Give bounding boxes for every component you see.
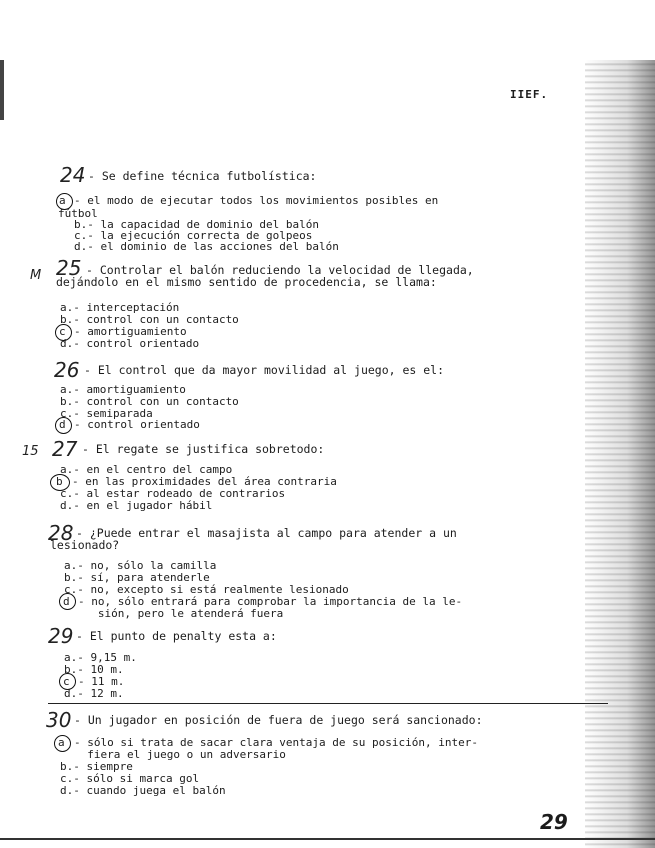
section-divider (48, 703, 608, 704)
option-text: c.- sólo si marca gol (60, 772, 200, 785)
option-text: d.- 12 m. (64, 687, 124, 700)
question-number: 26 (54, 358, 80, 382)
option-letter: a (59, 194, 66, 207)
question-text-continued: dejándolo en el mismo sentido de procedencia, se llama: (56, 275, 437, 289)
header-code: IIEF. (510, 88, 549, 101)
question-text: - El regate se justifica sobretodo: (82, 442, 325, 456)
page-number: 29 (540, 810, 568, 834)
option-text: d.- el dominio de las acciones del balón (74, 240, 339, 253)
question-number: 30 (46, 708, 72, 732)
option-letter: a (58, 736, 65, 749)
question-number: 27 (52, 437, 78, 461)
scan-edge-shadow (585, 60, 655, 848)
option-text: a.- 9,15 m. (64, 651, 137, 664)
option-text: - amortiguamiento (74, 325, 187, 338)
question-text: - Se define técnica futbolística: (88, 169, 317, 183)
option-text: - 11 m. (78, 675, 125, 688)
page-bottom-edge (0, 838, 655, 840)
question-number: 24 (60, 163, 86, 187)
option-letter: b (56, 475, 63, 488)
option-text: c.- semiparada (60, 407, 153, 420)
option-text: a.- interceptación (60, 301, 180, 314)
option-text: b.- la capacidad de dominio del balón (74, 218, 320, 231)
option-letter: c (63, 675, 70, 688)
option-letter: d (59, 418, 66, 431)
option-text: fútbol (58, 207, 98, 220)
option-text: a.- no, sólo la camilla (64, 559, 217, 572)
option-text: - control orientado (74, 418, 200, 431)
question-text-continued: lesionado? (50, 538, 120, 552)
option-text: a.- en el centro del campo (60, 463, 233, 476)
question-text: - El punto de penalty esta a: (76, 629, 277, 643)
option-text: b.- sí, para atenderle (64, 571, 210, 584)
option-text: d.- control orientado (60, 337, 200, 350)
option-text: b.- control con un contacto (60, 395, 239, 408)
question-text: - Controlar el balón reduciendo la velocidad de llegada, (86, 263, 474, 277)
question-text: - El control que da mayor movilidad al juego, es el: (84, 363, 445, 377)
option-text: c.- la ejecución correcta de golpeos (74, 229, 313, 242)
option-text: d.- cuando juega el balón (60, 784, 226, 797)
option-text: a.- amortiguamiento (60, 383, 186, 396)
option-letter: d (63, 595, 70, 608)
question-number: 29 (48, 624, 74, 648)
margin-mark: M (30, 268, 42, 283)
option-text: - no, sólo entrará para comprobar la importancia de la le- (78, 595, 463, 608)
option-text: sión, pero le atenderá fuera (78, 607, 284, 620)
option-text: b.- control con un contacto (60, 313, 239, 326)
option-text: b.- 10 m. (64, 663, 124, 676)
option-text: - el modo de ejecutar todos los movimientos posibles en (74, 194, 439, 207)
margin-mark: 15 (22, 444, 39, 459)
option-text: - sólo si trata de sacar clara ventaja de su posición, inter- (74, 736, 478, 749)
option-text: d.- en el jugador hábil (60, 499, 213, 512)
option-text: c.- al estar rodeado de contrarios (60, 487, 286, 500)
option-letter: c (59, 325, 66, 338)
option-text: - en las proximidades del área contraria (72, 475, 337, 488)
question-text: - ¿Puede entrar el masajista al campo para atender a un (76, 526, 457, 540)
option-text: b.- siempre (60, 760, 133, 773)
question-number: 25 (56, 256, 82, 280)
scan-edge-mark (0, 60, 4, 120)
question-number: 28 (48, 521, 74, 545)
question-text: - Un jugador en posición de fuera de juego será sancionado: (74, 713, 483, 727)
option-text: c.- no, excepto si está realmente lesionado (64, 583, 349, 596)
option-text: fiera el juego o un adversario (74, 748, 286, 761)
